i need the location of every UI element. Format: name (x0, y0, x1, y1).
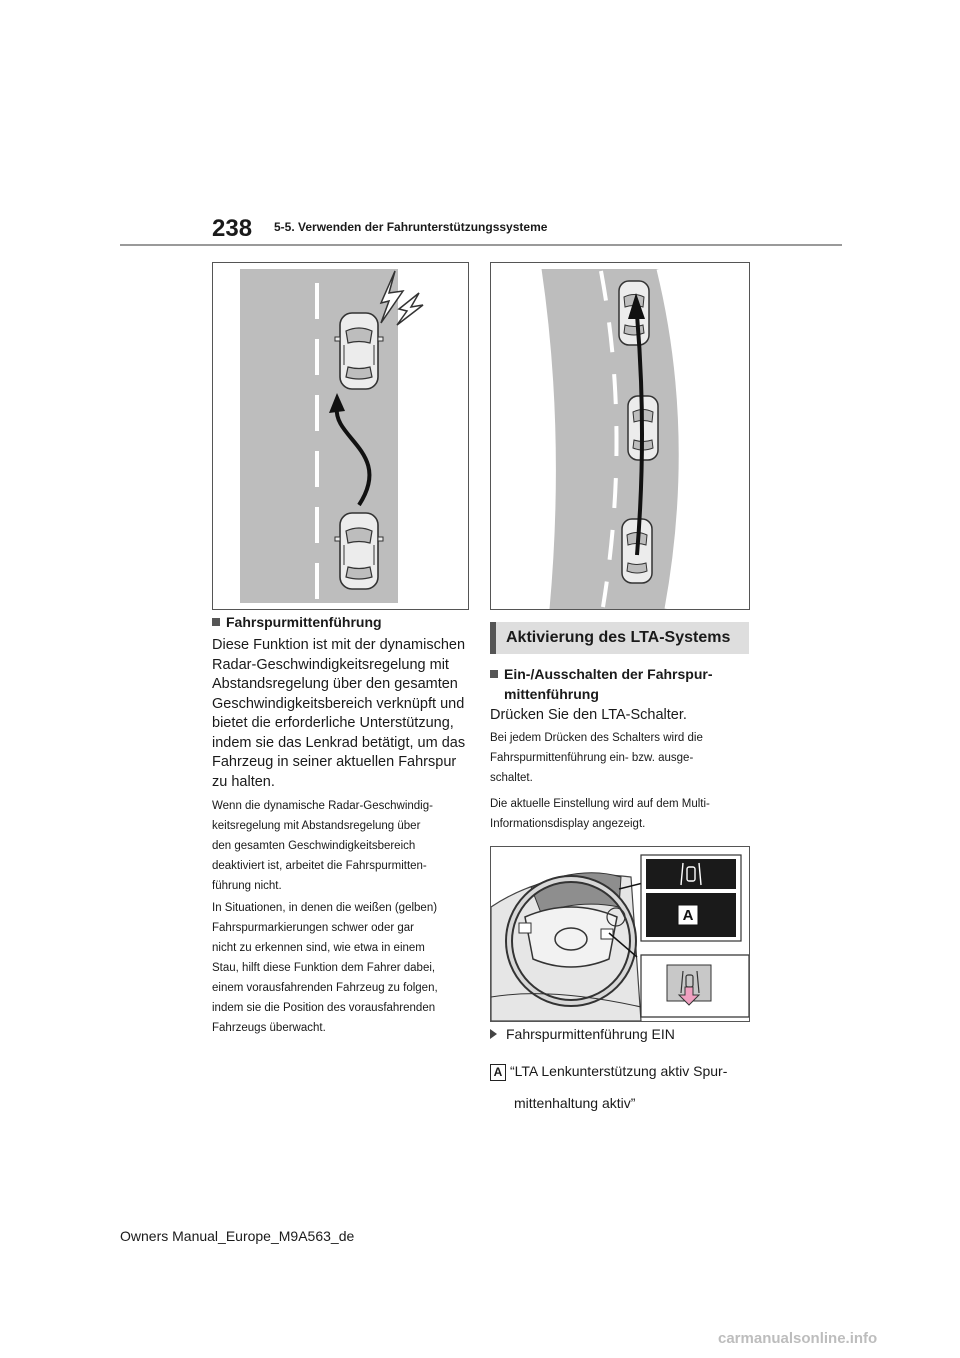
triangle-bullet-icon (490, 1029, 497, 1039)
note-deactivated: Wenn die dynamische Radar-Geschwindig- keitsregelung mit Abstandsregelung über den gesamten Geschwindigkeitsbereich deaktiviert ist, arbeitet die Fahrspurmitten- führung nicht. (212, 800, 433, 892)
note-display: Die aktuelle Einstellung wird auf dem Multi- Informationsdisplay angezeigt. (490, 798, 710, 830)
header-rule (120, 244, 842, 246)
figure-steering-switch (490, 846, 750, 1022)
label-a-marker: A (490, 1064, 506, 1081)
footer-text: Owners Manual_Europe_M9A563_de (120, 1228, 355, 1244)
figure-lane-departure (212, 262, 469, 610)
section-title: 5-5. Verwenden der Fahrunterstützungssysteme (274, 220, 548, 234)
section-heading: Aktivierung des LTA-Systems (506, 629, 731, 646)
press-instruction: Drücken Sie den LTA-Schalter. (490, 707, 687, 723)
figure-lane-centering (490, 262, 750, 610)
page-number: 238 (212, 215, 253, 242)
lane-centering-illustration (491, 263, 749, 609)
lane-centering-description: Diese Funktion ist mit der dynamischen Radar-Geschwindigkeitsregelung mit Abstandsregelung über den gesamten Geschwindigkeitsbereich verknüpft und bietet die erforderliche Unterstützung, indem sie das Lenkrad betätigt, um das Fahrzeug in seiner aktuellen Fahrspur zu halten. (212, 637, 466, 790)
lane-departure-illustration (213, 263, 468, 609)
lta-on-bullet: Fahrspurmittenführung EIN (490, 1026, 752, 1042)
note-traffic-jam: In Situationen, in denen die weißen (gelben) Fahrspurmarkierungen schwer oder gar nicht zu erkennen sind, wie etwa in einem Stau, hilft diese Funktion dem Fahrer dabei, einem vorausfahrenden Fahrzeug zu folgen, indem sie die Position des vorausfahrenden Fahrzeugs überwacht. (212, 902, 438, 1034)
watermark-text: carmanualsonline.info (718, 1330, 878, 1347)
square-bullet-icon (490, 670, 498, 678)
square-bullet-icon (212, 618, 220, 626)
section-heading-box (490, 622, 749, 654)
figure-label-a: A (682, 907, 694, 924)
display-message: A “LTA Lenkunterstützung aktiv Spur- mittenhaltung aktiv” (490, 1055, 752, 1119)
note-toggle: Bei jedem Drücken des Schalters wird die Fahrspurmittenführung ein- bzw. ausge- schaltet. (490, 732, 703, 784)
toggle-heading: Ein-/Ausschalten der Fahrspur- mittenführung (490, 664, 752, 704)
steering-wheel-illustration (491, 847, 749, 1021)
lane-centering-heading: Fahrspurmittenführung (212, 614, 468, 630)
